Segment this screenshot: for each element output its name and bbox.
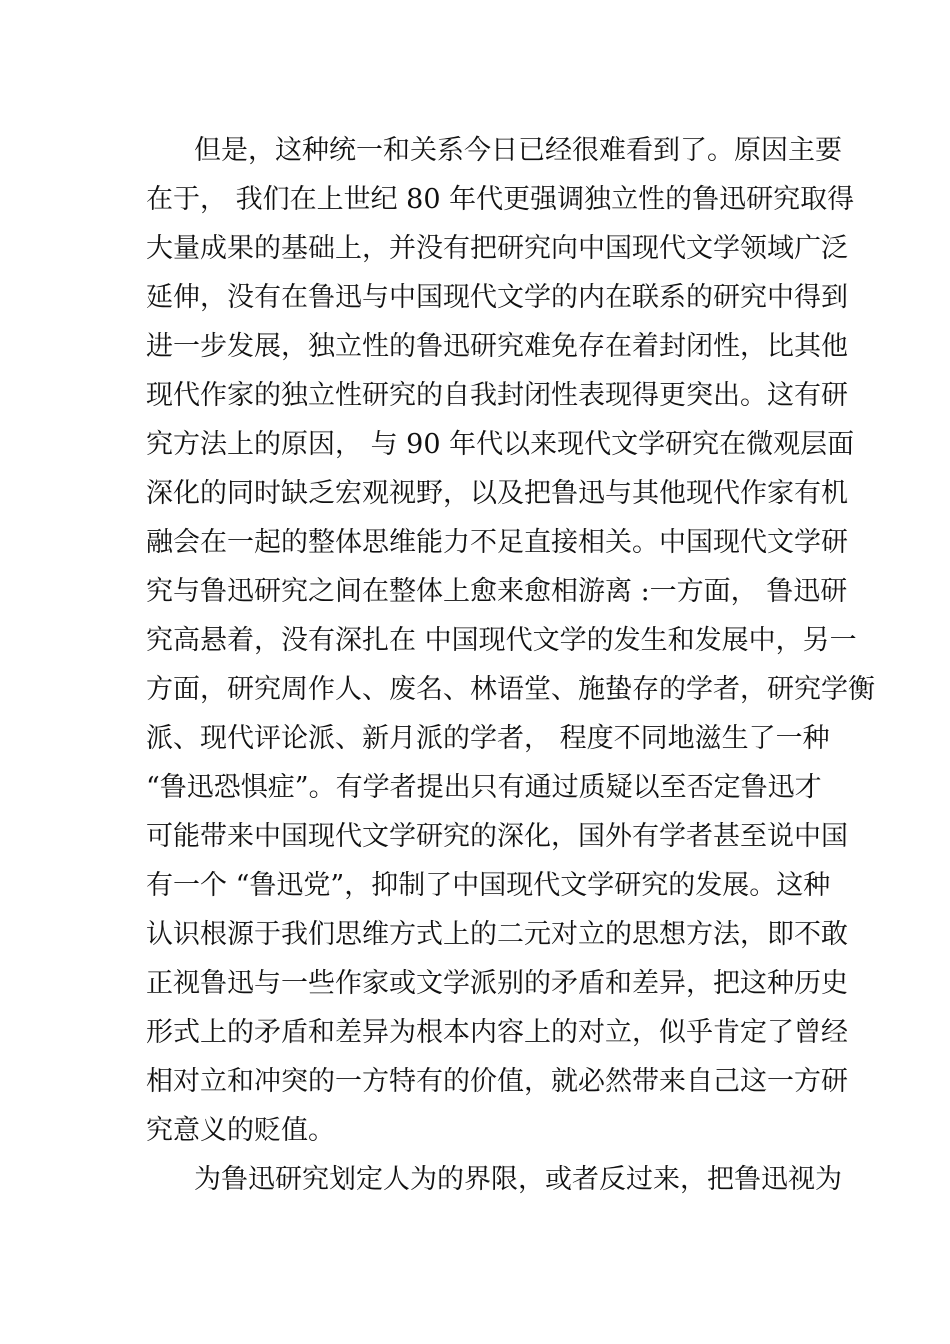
paragraph-1-line-3: 大量成果的基础上，并没有把研究向中国现代文学领域广泛	[146, 233, 848, 264]
paragraph-1-line-14: “鲁迅恐惧症”。有学者提出只有通过质疑以至否定鲁迅才	[146, 772, 822, 803]
paragraph-1-line-19: 形式上的矛盾和差异为根本内容上的对立，似乎肯定了曾经	[146, 1017, 848, 1048]
paragraph-1-line-21: 究意义的贬值。	[146, 1115, 335, 1146]
paragraph-1-line-17: 认识根源于我们思维方式上的二元对立的思想方法，即不敢	[146, 919, 848, 950]
paragraph-1-line-15: 可能带来中国现代文学研究的深化，国外有学者甚至说中国	[146, 821, 848, 852]
paragraph-1-line-10: 究与鲁迅研究之间在整体上愈来愈相游离 :一方面， 鲁迅研	[146, 576, 848, 607]
paragraph-1-line-13: 派、现代评论派、新月派的学者， 程度不同地滋生了一种	[146, 723, 830, 754]
paragraph-1-line-12: 方面，研究周作人、废名、林语堂、施蛰存的学者，研究学衡	[146, 674, 875, 705]
paragraph-1-line-6: 现代作家的独立性研究的自我封闭性表现得更突出。这有研	[146, 380, 848, 411]
paragraph-1-line-1: 但是，这种统一和关系今日已经很难看到了。原因主要	[194, 135, 842, 166]
paragraph-2-line-1: 为鲁迅研究划定人为的界限，或者反过来，把鲁迅视为	[194, 1164, 842, 1195]
paragraph-1-line-18: 正视鲁迅与一些作家或文学派别的矛盾和差异，把这种历史	[146, 968, 848, 999]
paragraph-1-line-16: 有一个 “鲁迅党”，抑制了中国现代文学研究的发展。这种	[146, 870, 831, 901]
paragraph-1-line-8: 深化的同时缺乏宏观视野，以及把鲁迅与其他现代作家有机	[146, 478, 848, 509]
paragraph-1-line-9: 融会在一起的整体思维能力不足直接相关。中国现代文学研	[146, 527, 848, 558]
paragraph-1-line-11: 究高悬着，没有深扎在 中国现代文学的发生和发展中，另一	[146, 625, 857, 656]
paragraph-1-line-5: 进一步发展，独立性的鲁迅研究难免存在着封闭性，比其他	[146, 331, 848, 362]
paragraph-1-line-7: 究方法上的原因， 与 90 年代以来现代文学研究在微观层面	[146, 429, 855, 460]
paragraph-1-line-2: 在于， 我们在上世纪 80 年代更强调独立性的鲁迅研究取得	[146, 184, 855, 215]
paragraph-1-line-20: 相对立和冲突的一方特有的价值，就必然带来自己这一方研	[146, 1066, 848, 1097]
paragraph-1-line-4: 延伸，没有在鲁迅与中国现代文学的内在联系的研究中得到	[146, 282, 848, 313]
